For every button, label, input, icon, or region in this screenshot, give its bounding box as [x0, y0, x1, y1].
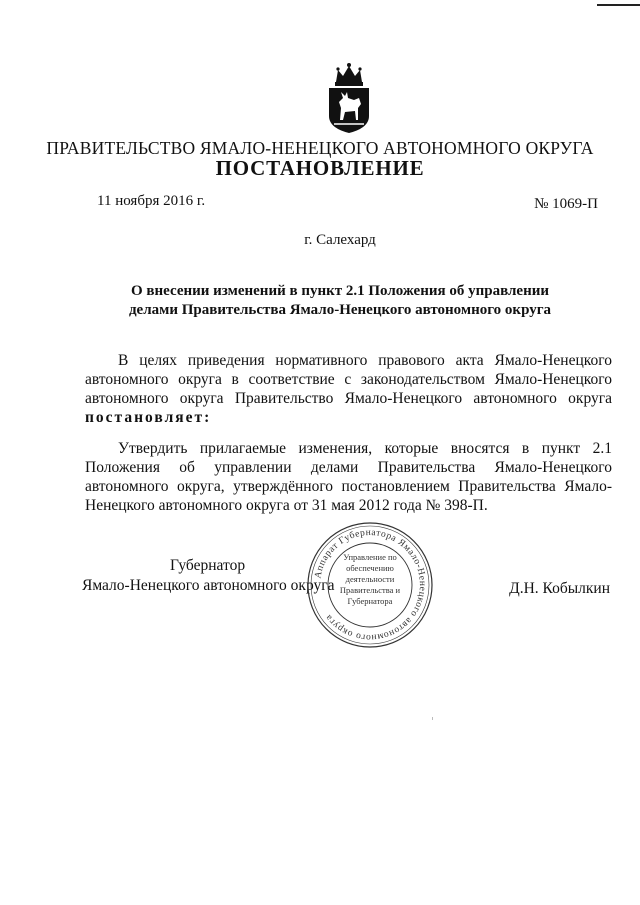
signer-title-line-1: Губернатор: [170, 557, 246, 574]
document-date: 11 ноября 2016 г.: [97, 193, 206, 209]
document-type: ПОСТАНОВЛЕНИЕ: [215, 156, 425, 180]
document-number: № 1069-П: [534, 196, 598, 212]
document-title: [90, 282, 590, 320]
resolution-paragraph: [85, 439, 612, 515]
title-line-2: делами Правительства Ямало-Ненецкого автономного округа: [128, 302, 552, 318]
document-city: г. Салехард: [304, 232, 376, 248]
stamp-center-text: Управление по обеспечению деятельности Правительства и Губернатора: [339, 552, 401, 606]
signer-name: Д.Н. Кобылкин: [509, 580, 610, 597]
title-line-1: О внесении изменений в пункт 2.1 Положения об управлении: [130, 283, 550, 299]
coat-of-arms-icon: [320, 62, 378, 134]
signer-title-line-2: Ямало-Ненецкого автономного округа: [82, 577, 335, 594]
corner-mark: [597, 4, 640, 6]
stamp-ring-text: Аппарат Губернатора Ямало-Ненецкого автономного округа: [313, 527, 428, 643]
preamble-text: В целях приведения нормативного правового акта Ямало-Ненецкого автономного округа в соответствие с законодательством Ямало-Ненецкого автономного округа Правительство Ямало-Ненецкого автономного округа: [85, 352, 612, 407]
resolution-text: Утвердить прилагаемые изменения, которые вносятся в пункт 2.1 Положения об управлении делами Правительства Ямало-Ненецкого автономного округа, утверждённого постановлением Правительства Ямало-Ненецкого автономного округа от 31 мая 2012 года № 398-П.: [85, 440, 612, 514]
preamble-paragraph: [85, 351, 612, 427]
scan-speck: [432, 717, 433, 720]
government-name: ПРАВИТЕЛЬСТВО ЯМАЛО-НЕНЕЦКОГО АВТОНОМНОГО ОКРУГА: [46, 138, 594, 158]
decides-word: постановляет:: [85, 409, 212, 426]
